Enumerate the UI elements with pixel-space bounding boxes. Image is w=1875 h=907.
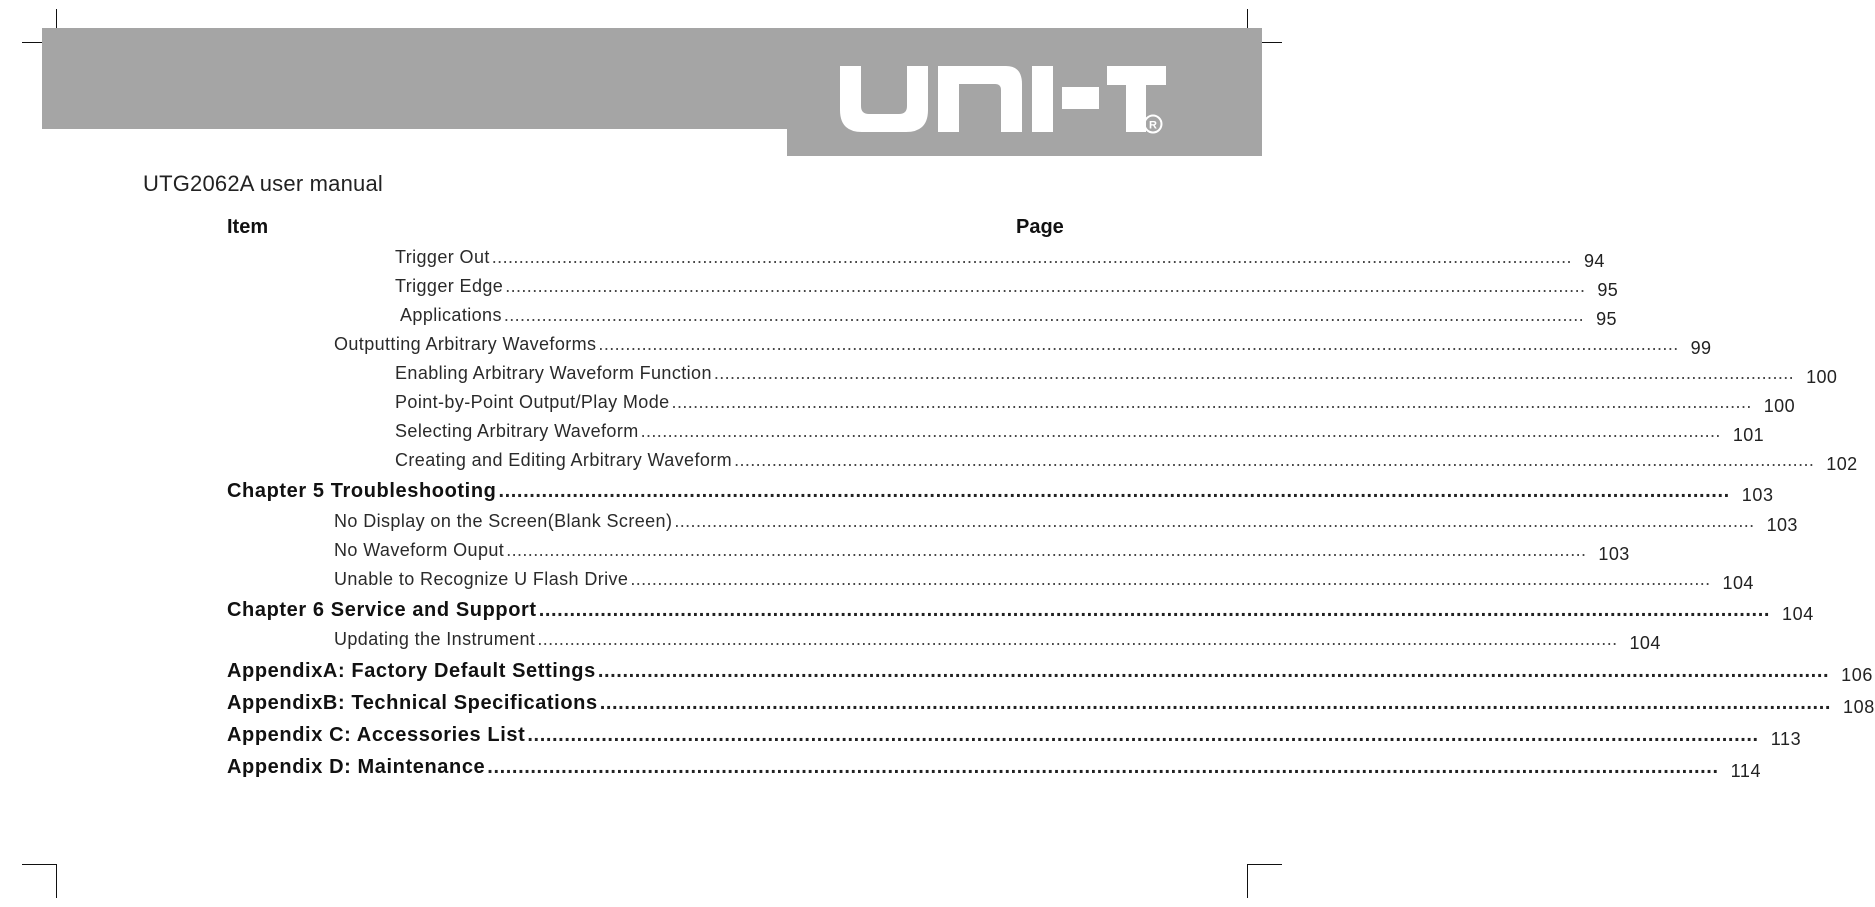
- toc-entry-label: Selecting Arbitrary Waveform: [395, 421, 639, 441]
- toc-dot-leader: ........................................................................................................................................................................................................: [734, 450, 1815, 470]
- toc-entry-label: Chapter 5 Troubleshooting: [227, 480, 497, 502]
- toc-entry-label: No Display on the Screen(Blank Screen): [334, 511, 673, 531]
- toc-dot-leader: ........................................................................................................................................................................................................: [505, 276, 1586, 296]
- crop-mark-bottom-left-h: [22, 864, 57, 865]
- toc-entry: [334, 629, 1661, 653]
- toc-dot-leader: ........................................................................................................................................................................................................: [671, 392, 1752, 412]
- toc-entry-page: 103: [1598, 544, 1630, 564]
- toc-entry-label: Trigger Edge: [395, 276, 504, 296]
- toc-entry-page: 104: [1722, 573, 1754, 593]
- toc-entry: [227, 660, 1873, 685]
- toc-entry: [395, 363, 1838, 387]
- toc-entry: [395, 450, 1858, 474]
- toc-dot-leader: ........................................................................................................................................................................................................: [598, 334, 1679, 354]
- toc-entry: [395, 392, 1795, 416]
- toc-dot-leader: ........................................................................................................................................................................................................: [674, 511, 1755, 531]
- toc-entry: [400, 305, 1617, 329]
- toc-entry-page: 103: [1741, 485, 1774, 505]
- crop-mark-bottom-left-v: [56, 864, 57, 898]
- toc-entry-label: Chapter 6 Service and Support: [227, 599, 537, 621]
- toc-entry: [227, 480, 1774, 505]
- toc-entry: [334, 334, 1712, 358]
- toc-entry-page: 94: [1583, 251, 1605, 271]
- toc-entry-page: 95: [1596, 309, 1617, 329]
- toc-entry-page: 114: [1730, 761, 1762, 781]
- toc-entry-label: Trigger Out: [395, 247, 490, 267]
- toc-entry-label: Unable to Recognize U Flash Drive: [334, 569, 629, 589]
- toc-entry-page: 103: [1766, 515, 1798, 535]
- toc-entry: [395, 276, 1619, 300]
- toc-entry-page: 104: [1629, 633, 1661, 653]
- toc-entry-label: Appendix C: Accessories List: [227, 724, 526, 746]
- crop-mark-bottom-right-v: [1247, 864, 1248, 898]
- toc-entry-label: Creating and Editing Arbitrary Waveform: [395, 450, 733, 470]
- manual-title: UTG2062A user manual: [143, 171, 384, 196]
- toc-dot-leader: ........................................................................................................................................................................................................: [537, 629, 1618, 649]
- toc-entry-page: 100: [1806, 367, 1838, 387]
- toc-entry: [334, 511, 1798, 535]
- toc-dot-leader: ........................................................................................................................................................................................................: [599, 692, 1832, 714]
- toc-entry-page: 99: [1690, 338, 1712, 358]
- toc-dot-leader: ........................................................................................................................................................................................................: [487, 756, 1719, 778]
- toc-dot-leader: ........................................................................................................................................................................................................: [597, 660, 1830, 682]
- toc-entry-page: 108: [1843, 697, 1875, 717]
- toc-entry: [227, 756, 1762, 781]
- toc-item-header: Item: [227, 216, 269, 238]
- toc-entry: [227, 724, 1802, 749]
- toc-dot-leader: ........................................................................................................................................................................................................: [506, 540, 1587, 560]
- toc-entry-page: 100: [1763, 396, 1795, 416]
- toc-entry: [334, 540, 1630, 564]
- toc-entry-label: No Waveform Ouput: [334, 540, 505, 560]
- toc-entry-page: 113: [1770, 729, 1802, 749]
- toc-entry-page: 101: [1732, 425, 1765, 445]
- toc-entry-page: 95: [1597, 280, 1619, 300]
- toc-entry: [227, 692, 1875, 717]
- toc-entry-label: Outputting Arbitrary Waveforms: [334, 334, 597, 354]
- toc-entry-label: AppendixA: Factory Default Settings: [227, 660, 596, 682]
- uni-t-logo: [836, 58, 1166, 136]
- toc-dot-leader: ........................................................................................................................................................................................................: [491, 247, 1572, 267]
- toc-dot-leader: ........................................................................................................................................................................................................: [640, 421, 1721, 441]
- toc-entry-label: AppendixB: Technical Specifications: [227, 692, 598, 714]
- toc-dot-leader: ........................................................................................................................................................................................................: [498, 480, 1730, 502]
- crop-mark-bottom-right-h: [1247, 864, 1282, 865]
- toc-entry-page: 104: [1782, 604, 1814, 624]
- toc-dot-leader: ........................................................................................................................................................................................................: [630, 569, 1711, 589]
- toc-entry: [395, 247, 1605, 271]
- toc-dot-leader: ........................................................................................................................................................................................................: [503, 305, 1585, 325]
- toc-entry-label: Updating the Instrument: [334, 629, 536, 649]
- toc-entry-label: Appendix D: Maintenance: [227, 756, 486, 778]
- toc-dot-leader: ........................................................................................................................................................................................................: [713, 363, 1795, 383]
- svg-text:R: R: [1149, 119, 1157, 132]
- toc-dot-leader: ........................................................................................................................................................................................................: [527, 724, 1759, 746]
- toc-entry-label: Point-by-Point Output/Play Mode: [395, 392, 670, 412]
- toc-entry: [395, 421, 1765, 445]
- toc-dot-leader: ........................................................................................................................................................................................................: [538, 599, 1771, 621]
- toc-entry-label: Applications: [400, 305, 502, 325]
- toc-entry-page: 106: [1841, 665, 1873, 685]
- toc-entry: [334, 569, 1754, 593]
- toc-entry-label: Enabling Arbitrary Waveform Function: [395, 363, 712, 383]
- toc-entry-page: 102: [1826, 454, 1858, 474]
- toc-page-header: Page: [1016, 216, 1064, 238]
- toc-entry: [227, 599, 1814, 624]
